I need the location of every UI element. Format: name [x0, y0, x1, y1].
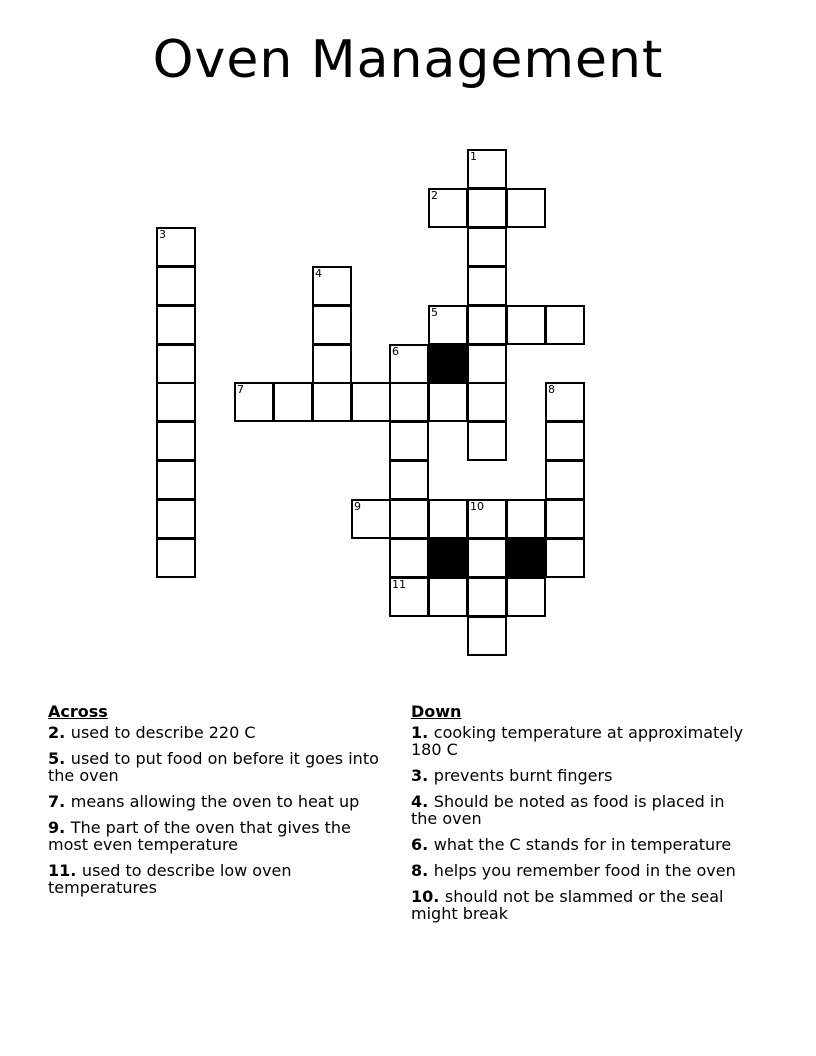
clue-item-text: The part of the oven that gives the most even temperature: [48, 818, 351, 854]
grid-cell[interactable]: [156, 421, 196, 461]
clue-item: 10. should not be slammed or the seal might break: [411, 887, 724, 923]
down-heading: Down: [411, 702, 462, 721]
across-heading: Across: [48, 702, 108, 721]
grid-cell[interactable]: [467, 577, 507, 617]
grid-cell[interactable]: [156, 227, 196, 267]
black-cell: [428, 344, 468, 384]
clue-item-text: used to describe low oven temperatures: [48, 861, 292, 897]
grid-cell[interactable]: [351, 382, 391, 422]
grid-cell[interactable]: [467, 499, 507, 539]
grid-cell[interactable]: [156, 538, 196, 578]
grid-cell[interactable]: [467, 227, 507, 267]
grid-cell[interactable]: [545, 421, 585, 461]
clue-item: 9. The part of the oven that gives the most even temperature: [48, 818, 351, 854]
grid-cell[interactable]: [156, 382, 196, 422]
grid-cell[interactable]: [389, 344, 429, 384]
clue-item-number: 2: [48, 723, 60, 742]
grid-cell[interactable]: [428, 577, 468, 617]
clue-item-number: 5: [48, 749, 60, 768]
grid-cell[interactable]: [312, 266, 352, 306]
grid-cell[interactable]: [467, 382, 507, 422]
grid-cell[interactable]: [506, 305, 546, 345]
grid-cell[interactable]: [428, 305, 468, 345]
grid-cell[interactable]: [467, 344, 507, 384]
grid-cell[interactable]: [156, 344, 196, 384]
clue-item-text: means allowing the oven to heat up: [70, 792, 360, 811]
clue-number: 7: [237, 383, 244, 396]
grid-cell[interactable]: [467, 149, 507, 189]
grid-cell[interactable]: [312, 305, 352, 345]
grid-cell[interactable]: [273, 382, 313, 422]
clue-item: 1. cooking temperature at approximately 180 C: [411, 723, 744, 759]
grid-cell[interactable]: [156, 460, 196, 500]
grid-cell[interactable]: [428, 188, 468, 228]
clue-item-text: should not be slammed or the seal might break: [411, 887, 724, 923]
across-clue-list: [48, 724, 388, 896]
clue-item-number: 1: [411, 723, 423, 742]
black-cell: [506, 538, 546, 578]
grid-cell[interactable]: [389, 382, 429, 422]
grid-cell[interactable]: [467, 616, 507, 656]
clue-item-number: 6: [411, 835, 423, 854]
grid-cell[interactable]: [545, 538, 585, 578]
clue-item-text: Should be noted as food is placed in the oven: [411, 792, 725, 828]
clue-item-number: 10: [411, 887, 434, 906]
clue-item: 11. used to describe low oven temperatures: [48, 861, 292, 897]
clue-item-text: used to put food on before it goes into the oven: [48, 749, 379, 785]
clue-item: 3. prevents burnt fingers: [411, 766, 613, 785]
grid-cell[interactable]: [428, 382, 468, 422]
clue-item: 8. helps you remember food in the oven: [411, 861, 736, 880]
clue-number: 5: [431, 306, 438, 319]
grid-cell[interactable]: [428, 499, 468, 539]
grid-cell[interactable]: [467, 305, 507, 345]
grid-cell[interactable]: [156, 305, 196, 345]
clue-item-number: 7: [48, 792, 60, 811]
grid-cell[interactable]: [389, 538, 429, 578]
grid-cell[interactable]: [389, 460, 429, 500]
grid-cell[interactable]: [389, 499, 429, 539]
grid-cell[interactable]: [467, 188, 507, 228]
grid-cell[interactable]: [312, 382, 352, 422]
grid-cell[interactable]: [467, 538, 507, 578]
clue-number: 3: [159, 228, 166, 241]
clue-item-number: 4: [411, 792, 423, 811]
clue-item-text: cooking temperature at approximately 180 C: [411, 723, 744, 759]
grid-cell[interactable]: [156, 266, 196, 306]
clue-number: 9: [354, 500, 361, 513]
clue-number: 10: [470, 500, 484, 513]
grid-cell[interactable]: [467, 266, 507, 306]
clue-number: 8: [548, 383, 555, 396]
puzzle-title: Oven Management: [152, 30, 664, 90]
clue-item: 5. used to put food on before it goes into the oven: [48, 749, 379, 785]
grid-cell[interactable]: [467, 421, 507, 461]
clue-item-text: used to describe 220 C: [70, 723, 256, 742]
clue-item-number: 9: [48, 818, 60, 837]
clue-item-number: 11: [48, 861, 71, 880]
clue-number: 1: [470, 150, 477, 163]
grid-cell[interactable]: [156, 499, 196, 539]
grid-cell[interactable]: [234, 382, 274, 422]
grid-cell[interactable]: [389, 577, 429, 617]
across-clues: [48, 702, 388, 905]
clue-item: 2. used to describe 220 C: [48, 723, 256, 742]
clue-item-text: prevents burnt fingers: [433, 766, 613, 785]
clue-number: 11: [392, 578, 406, 591]
grid-cell[interactable]: [312, 344, 352, 384]
grid-cell[interactable]: [545, 499, 585, 539]
clue-number: 6: [392, 345, 399, 358]
clue-item: 4. Should be noted as food is placed in the oven: [411, 792, 725, 828]
down-clues: [411, 702, 751, 931]
grid-cell[interactable]: [545, 382, 585, 422]
grid-cell[interactable]: [545, 305, 585, 345]
clue-item: 7. means allowing the oven to heat up: [48, 792, 360, 811]
clue-item: 6. what the C stands for in temperature: [411, 835, 732, 854]
clue-number: 2: [431, 189, 438, 202]
grid-cell[interactable]: [506, 188, 546, 228]
clue-item-text: what the C stands for in temperature: [433, 835, 732, 854]
grid-cell[interactable]: [389, 421, 429, 461]
grid-cell[interactable]: [545, 460, 585, 500]
black-cell: [428, 538, 468, 578]
grid-cell[interactable]: [506, 577, 546, 617]
clue-item-number: 3: [411, 766, 423, 785]
clue-item-number: 8: [411, 861, 423, 880]
grid-cell[interactable]: [351, 499, 391, 539]
clue-item-text: helps you remember food in the oven: [433, 861, 736, 880]
grid-cell[interactable]: [506, 499, 546, 539]
down-clue-list: [411, 724, 751, 922]
clue-number: 4: [315, 267, 322, 280]
